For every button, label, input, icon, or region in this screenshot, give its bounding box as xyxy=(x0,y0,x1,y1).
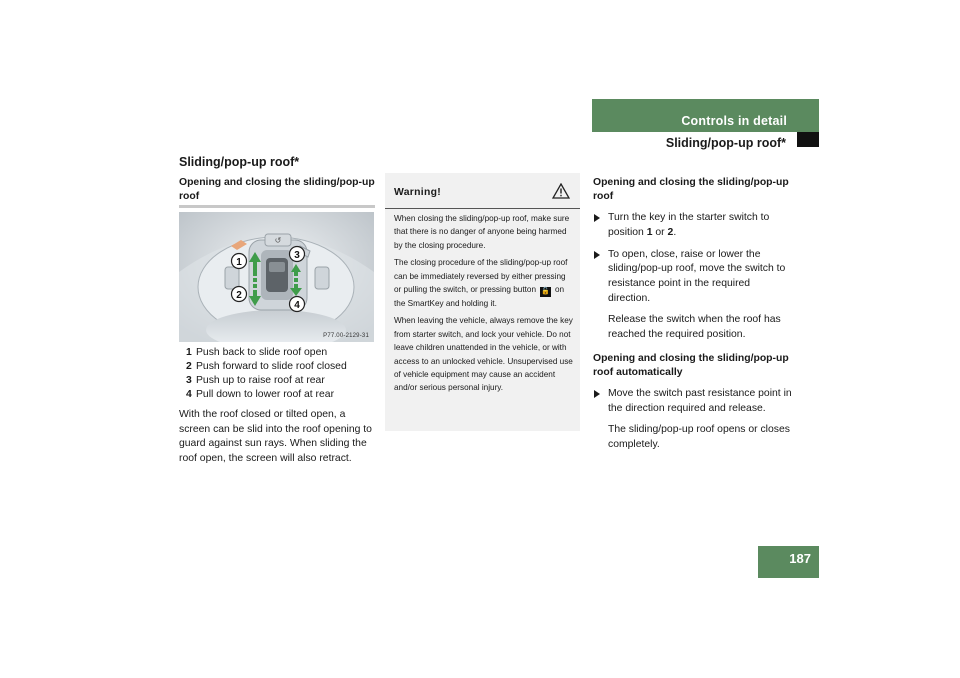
roof-switch-illustration xyxy=(179,212,374,342)
step-note: The sliding/pop-up roof opens or closes completely. xyxy=(608,423,790,450)
legend-item xyxy=(186,346,375,360)
legend-number: 1 xyxy=(186,347,192,358)
warning-paragraph-3: When leaving the vehicle, always remove the key from starter switch, and lock your vehicle. Do not leave children unattended in the vehicle, or with access to an unlocked vehicle. Unsupervised use of vehicle equipment may cause an accident and/or serious personal injury. xyxy=(394,316,573,393)
legend-number: 2 xyxy=(186,361,192,372)
warning-p2-after: on the SmartKey and holding it. xyxy=(394,285,565,309)
column-right xyxy=(593,176,793,453)
svg-text:1: 1 xyxy=(236,257,242,268)
instruction-step xyxy=(593,248,793,307)
callout-4 xyxy=(290,297,305,312)
roof-switch-figure xyxy=(179,212,374,342)
warning-triangle-icon xyxy=(552,183,570,204)
legend-item xyxy=(186,360,375,374)
bullet-arrow-icon xyxy=(594,390,600,398)
subheading-automatic: Opening and closing the sliding/pop-up roof automatically xyxy=(593,353,789,379)
section-subtitle: Sliding/pop-up roof* xyxy=(665,136,786,150)
unlock-key-icon: 🔓 xyxy=(541,288,550,296)
step-text: or xyxy=(655,226,665,238)
position-ref: 1 xyxy=(646,226,653,238)
page-number-box xyxy=(758,546,819,578)
warning-title: Warning! xyxy=(394,187,442,198)
bullet-arrow-icon xyxy=(594,251,600,259)
legend-text: Push up to raise roof at rear xyxy=(196,375,325,386)
svg-text:3: 3 xyxy=(294,250,300,261)
step-text: Move the switch past resistance point in the direction required and release. xyxy=(608,388,792,415)
warning-box xyxy=(385,173,580,431)
svg-text:↺: ↺ xyxy=(274,236,282,245)
figure-heading: Opening and closing the sliding/pop-up roof xyxy=(179,176,375,208)
warning-paragraph-1: When closing the sliding/pop-up roof, make sure that there is no danger of anyone being harmed by the closing procedure. xyxy=(394,214,570,250)
legend-text: Push back to slide roof open xyxy=(196,347,328,358)
svg-text:2: 2 xyxy=(236,290,242,301)
step-note: Release the switch when the roof has reached the required position. xyxy=(608,313,781,340)
step-text: . xyxy=(673,226,677,238)
subheading-manual: Opening and closing the sliding/pop-up roof xyxy=(593,177,789,202)
page-number: 187 xyxy=(789,551,811,566)
warning-paragraph-2 xyxy=(394,256,573,310)
svg-text:4: 4 xyxy=(294,300,300,311)
legend-item xyxy=(186,388,375,402)
callout-2 xyxy=(232,287,247,302)
warning-header xyxy=(385,173,580,209)
callout-3 xyxy=(290,247,305,262)
column-left xyxy=(179,176,375,466)
legend-number: 3 xyxy=(186,375,192,386)
instruction-step xyxy=(593,387,793,417)
section-title: Controls in detail xyxy=(681,114,787,128)
warning-body xyxy=(385,209,580,395)
page-title: Sliding/pop-up roof* xyxy=(179,155,300,169)
legend-text: Push forward to slide roof closed xyxy=(196,361,347,372)
step-text: To open, close, raise or lower the sliding/pop-up roof, move the switch to resistance point in the required direction. xyxy=(608,248,786,304)
callout-1 xyxy=(232,254,247,269)
section-header-box xyxy=(592,99,819,132)
legend-number: 4 xyxy=(186,389,192,400)
screen-paragraph: With the roof closed or tilted open, a screen can be slid into the roof opening to guard against sun rays. When sliding the roof open, the screen will also retract. xyxy=(179,409,372,464)
step-text: Turn the key in the starter switch to position xyxy=(608,212,770,238)
instruction-step xyxy=(593,211,793,241)
figure-code: P77.00-2129-31 xyxy=(323,333,369,339)
figure-legend xyxy=(179,346,375,402)
legend-text: Pull down to lower roof at rear xyxy=(196,389,335,400)
bullet-arrow-icon xyxy=(594,214,600,222)
position-ref: 2 xyxy=(667,226,674,238)
section-marker xyxy=(797,132,819,147)
legend-item xyxy=(186,374,375,388)
warning-p2-before: The closing procedure of the sliding/pop-up roof can be immediately reversed by either pressing or pulling the switch, or pressing button xyxy=(394,258,568,295)
